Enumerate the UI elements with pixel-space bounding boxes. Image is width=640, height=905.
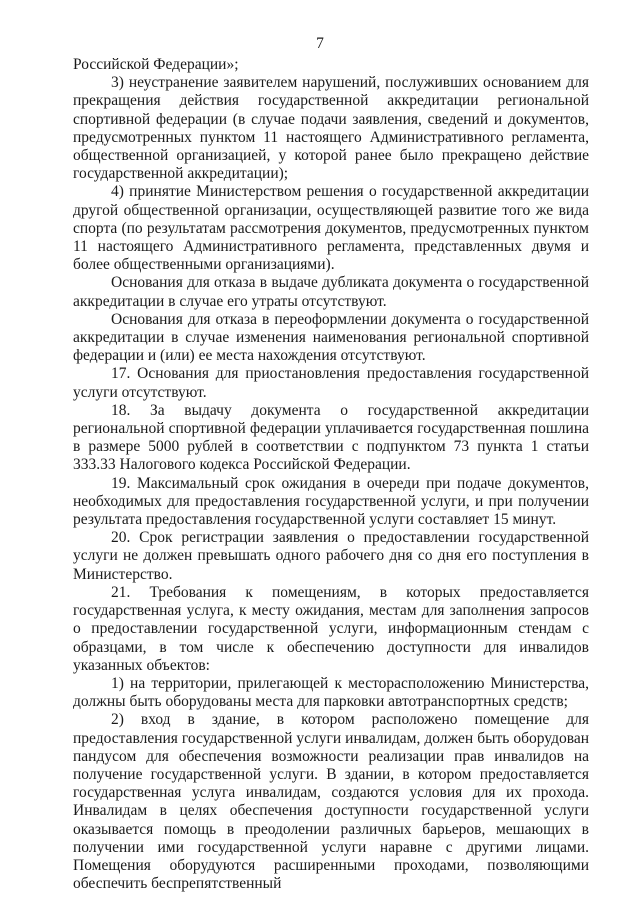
paragraph-18: 18. За выдачу документа о государственной аккредитации региональной спортивной федерации уплачивается государственная пошлина в размере 5000 рублей в соответствии с подпунктом 73 пункта 1 статьи 333.33 Налогового кодекса Российской Федерации.: [73, 401, 589, 474]
paragraph-21-item-1: 1) на территории, прилегающей к месторасположению Министерства, должны быть оборудованы места для парковки автотранспортных средств;: [73, 674, 589, 711]
page-number: 7: [316, 35, 324, 52]
paragraph-20: 20. Срок регистрации заявления о предоставлении государственной услуги не должен превышать одного рабочего дня со дня его поступления в Министерство.: [73, 529, 589, 583]
paragraph-21-item-2: 2) вход в здание, в котором расположено помещение для предоставления государственной услуги инвалидам, должен быть оборудован пандусом для обеспечения возможности реализации прав инвалидов на получение государственной услуги. В здании, в котором предоставляется государственная услуга инвалидам, создаются условия для их прохода. Инвалидам в целях обеспечения доступности государственной услуги оказывается помощь в преодолении различных барьеров, мешающих в получении ими государственной услуги наравне с другими лицами. Помещения оборудуются расширенными проходами, позволяющими обеспечить беспрепятственный: [73, 711, 589, 893]
paragraph-19: 19. Максимальный срок ожидания в очереди при подаче документов, необходимых для предоставления государственной услуги, и при получении результата предоставления государственной услуги составляет 15 минут.: [73, 474, 589, 529]
paragraph-item-3: 3) неустранение заявителем нарушений, послуживших основанием для прекращения действия государственной аккредитации региональной спортивной федерации (в случае подачи заявления, сведений и документов, предусмотренных пунктом 11 настоящего Административного регламента, общественной организацией, у которой ранее было прекращено действие государственной аккредитации);: [73, 74, 589, 183]
document-body: [73, 56, 589, 893]
paragraph-continuation: Российской Федерации»;: [73, 56, 239, 73]
paragraph-reissue-refusal: Основания для отказа в переоформлении документа о государственной аккредитации в случае изменения наименования региональной спортивной федерации и (или) ее места нахождения отсутствуют.: [73, 310, 589, 365]
paragraph-17: 17. Основания для приостановления предоставления государственной услуги отсутствуют.: [73, 365, 589, 401]
paragraph-item-4: 4) принятие Министерством решения о государственной аккредитации другой общественной организации, осуществляющей развитие того же вида спорта (по результатам рассмотрения документов, предусмотренных пунктом 11 настоящего Административного регламента, представленных двумя и более общественными организациями).: [73, 183, 589, 274]
paragraph-21: 21. Требования к помещениям, в которых предоставляется государственная услуга, к месту ожидания, местам для заполнения запросов о предоставлении государственной услуги, информационным стендам с образцами, в том числе к обеспечению доступности для инвалидов указанных объектов:: [73, 583, 589, 674]
paragraph-duplicate-refusal: Основания для отказа в выдаче дубликата документа о государственной аккредитации в случае его утраты отсутствуют.: [73, 274, 589, 310]
